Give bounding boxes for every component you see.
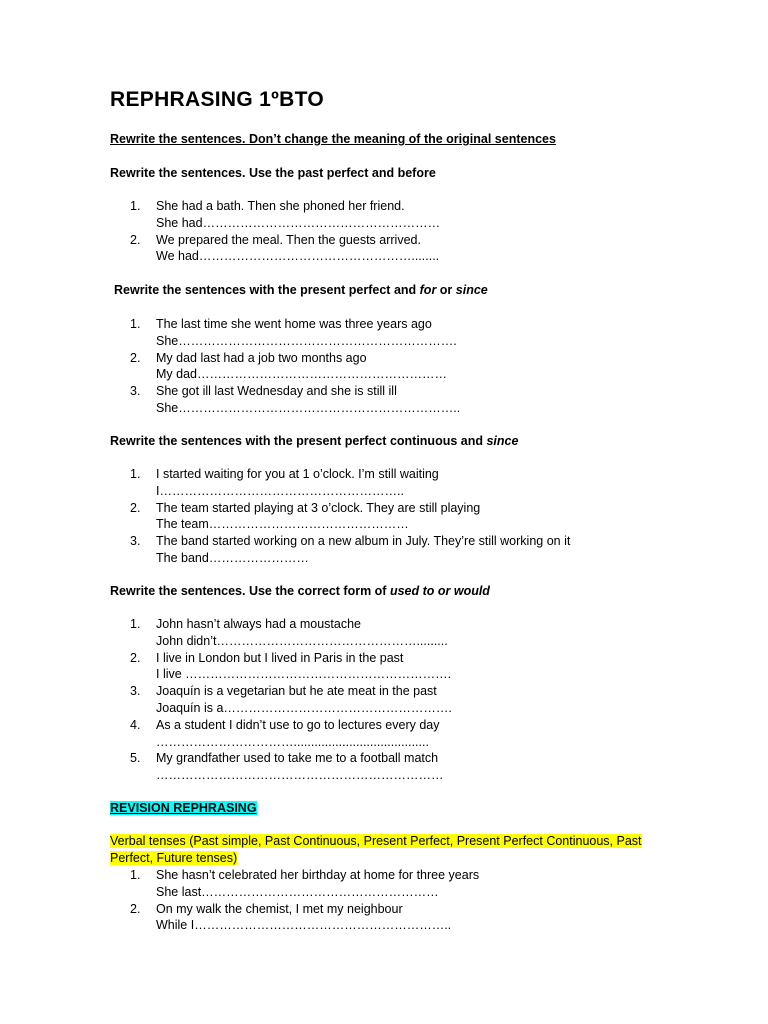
answer-line: John didn’t…………………………………………......... — [156, 633, 448, 648]
answer-line: She last………………………………………………… — [156, 884, 439, 899]
answer-line: We had……………………………………………........ — [156, 249, 440, 264]
list-item: 2. The team started playing at 3 o’clock. They are still playing The team………………………………………… — [130, 500, 570, 534]
answer-line: My dad…………………………………………………… — [156, 367, 447, 382]
list-item: 2. My dad last had a job two months ago My dad…………………………………………………… — [130, 350, 460, 384]
section-list-present-perfect-continuous — [130, 466, 570, 567]
answer-line: She…………………………………………………………. — [156, 333, 457, 348]
revision-heading: REVISION REPHRASING — [110, 801, 257, 815]
list-item: 3. Joaquín is a vegetarian but he ate meat in the past Joaquín is a………………………………………………. — [130, 684, 452, 715]
answer-line: I live ………………………………………………………. — [156, 667, 452, 682]
section-list-past-perfect — [130, 198, 440, 265]
list-item: 1. John hasn’t always had a moustache John didn’t…………………………………………......... — [130, 616, 452, 650]
list-item: 3. She got ill last Wednesday and she is still ill She………………………………………………………….. — [130, 384, 461, 415]
list-item: 5. My grandfather used to take me to a football match …………………………………………………………… — [130, 750, 452, 784]
list-item: 1. I started waiting for you at 1 o’clock. I’m still waiting I………………………………………………….. — [130, 466, 570, 500]
answer-line: She had………………………………………………… — [156, 215, 441, 230]
section-list-used-to — [130, 616, 452, 784]
answer-line: ……………………………....................................... — [156, 734, 429, 749]
answer-line: Joaquín is a………………………………………………. — [156, 700, 452, 715]
section-heading-past-perfect: Rewrite the sentences. Use the past perfect and before — [110, 166, 436, 180]
list-item: 2. I live in London but I lived in Paris in the past I live ………………………………………………………. — [130, 650, 452, 682]
section-list-present-perfect — [130, 316, 460, 417]
list-item: 3. The band started working on a new album in July. They’re still working on it The band…………………… — [130, 534, 571, 565]
section-list-revision — [130, 867, 479, 934]
section-heading-present-perfect: Rewrite the sentences with the present perfect and for or since — [114, 283, 488, 297]
section-heading-present-perfect-continuous: Rewrite the sentences with the present perfect continuous and since — [110, 434, 519, 448]
section-heading-used-to: Rewrite the sentences. Use the correct form of used to or would — [110, 584, 490, 598]
answer-line: The band…………………… — [156, 550, 309, 565]
list-item: 1. She hasn’t celebrated her birthday at home for three years She last………………………………………………… — [130, 868, 480, 899]
verbal-tenses-note: Verbal tenses (Past simple, Past Continuous, Present Perfect, Present Perfect Continuous, Past Perfect, Future tenses) — [110, 834, 642, 865]
main-instruction: Rewrite the sentences. Don’t change the meaning of the original sentences — [110, 132, 556, 146]
answer-line: The team………………………………………… — [156, 517, 409, 532]
list-item: 2. On my walk the chemist, I met my neighbour While I…………………………………………………….. — [130, 901, 479, 935]
answer-line: I………………………………………………….. — [156, 483, 404, 498]
list-item: 1. She had a bath. Then she phoned her friend. She had………………………………………………… — [130, 199, 441, 230]
page-title: REPHRASING 1ºBTO — [110, 88, 324, 111]
list-item: 1. The last time she went home was three years ago She…………………………………………………………. — [130, 316, 460, 350]
answer-line: While I…………………………………………………….. — [156, 918, 452, 933]
list-item: 2. We prepared the meal. Then the guests arrived. We had……………………………………………........ — [130, 232, 440, 264]
answer-line: She………………………………………………………….. — [156, 400, 461, 415]
answer-line: …………………………………………………………… — [156, 768, 444, 783]
list-item: 4. As a student I didn’t use to go to lectures every day ……………………………....................................... — [130, 717, 452, 751]
